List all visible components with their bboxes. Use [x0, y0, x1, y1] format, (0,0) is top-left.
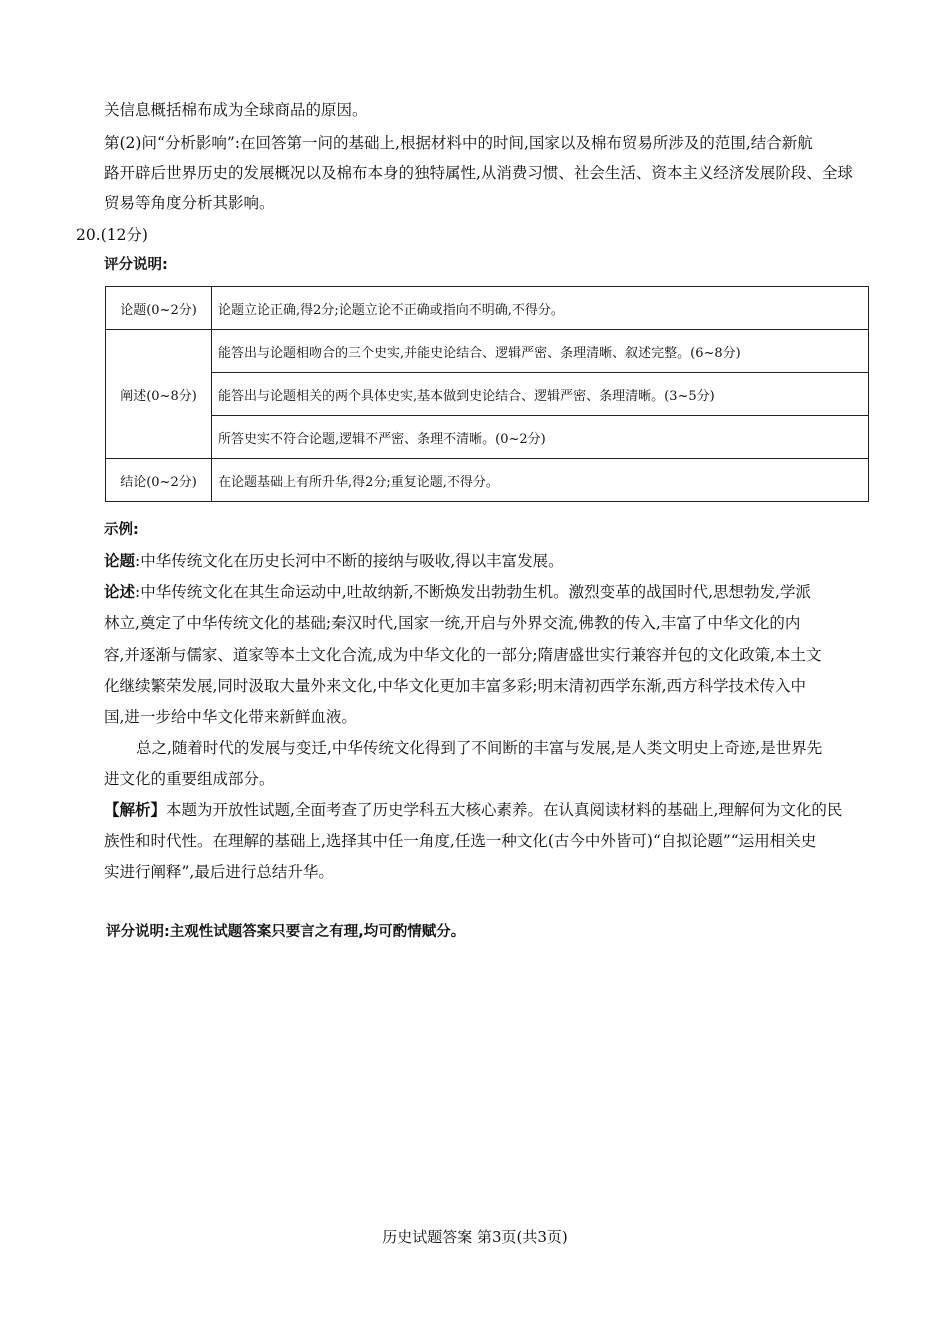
page-footer: 历史试题答案 第3页(共3页) — [382, 1228, 568, 1246]
final-grading-note: 评分说明:主观性试题答案只要言之有理,均可酌情赋分。 — [106, 924, 466, 940]
analysis-line-3: 实进行阐释”,最后进行总结升华。 — [104, 863, 334, 881]
thesis-line — [104, 551, 874, 571]
conclusion-label: 结论(0~2分) — [106, 459, 212, 502]
grading-table — [105, 286, 869, 502]
argument-line-1 — [104, 582, 874, 602]
analysis-tag: 【解析】 — [104, 801, 167, 819]
table-row-argument-3 — [106, 416, 869, 459]
table-row-thesis — [106, 287, 869, 330]
intro-line-4: 贸易等角度分析其影响。 — [104, 194, 275, 212]
example-title: 示例: — [104, 522, 139, 538]
argument-desc-1: 能答出与论题相吻合的三个史实,并能史论结合、逻辑严密、条理清晰、叙述完整。(6~8分) — [212, 330, 869, 373]
analysis-text-1: 本题为开放性试题,全面考查了历史学科五大核心素养。在认真阅读材料的基础上,理解何为文化的民 — [166, 801, 843, 819]
argument-line-2: 林立,奠定了中华传统文化的基础;秦汉时代,国家一统,开启与外界交流,佛教的传入,丰富了中华文化的内 — [104, 614, 801, 632]
argument-line-5: 国,进一步给中华文化带来新鲜血液。 — [104, 708, 357, 726]
thesis-tag: 论题 — [104, 552, 136, 570]
argument-desc-2: 能答出与论题相关的两个具体史实,基本做到史论结合、逻辑严密、条理清晰。(3~5分) — [212, 373, 869, 416]
argument-line-3: 容,并逐渐与儒家、道家等本土文化合流,成为中华文化的一部分;隋唐盛世实行兼容并包的文化政策,本土文 — [104, 646, 822, 664]
argument-tag: 论述 — [104, 583, 136, 601]
argument-label: 阐述(0~8分) — [106, 330, 212, 459]
conclusion-desc: 在论题基础上有所升华,得2分;重复论题,不得分。 — [212, 459, 869, 502]
argument-text-1: :中华传统文化在其生命运动中,吐故纳新,不断焕发出勃勃生机。激烈变革的战国时代,思想勃发,学派 — [135, 583, 811, 601]
table-row-argument-2 — [106, 373, 869, 416]
analysis-line-2: 族性和时代性。在理解的基础上,选择其中任一角度,任选一种文化(古今中外皆可)“自拟论题”“运用相关史 — [104, 832, 817, 850]
thesis-label: 论题(0~2分) — [106, 287, 212, 330]
argument-line-4: 化继续繁荣发展,同时汲取大量外来文化,中华文化更加丰富多彩;明末清初西学东渐,西方科学技术传入中 — [104, 677, 807, 695]
thesis-desc: 论题立论正确,得2分;论题立论不正确或指向不明确,不得分。 — [212, 287, 869, 330]
intro-line-2: 第(2)问“分析影响”:在回答第一问的基础上,根据材料中的时间,国家以及棉布贸易所涉及的范围,结合新航 — [104, 134, 813, 152]
intro-line-3: 路开辟后世界历史的发展概况以及棉布本身的独特属性,从消费习惯、社会生活、资本主义经济发展阶段、全球 — [104, 164, 853, 182]
analysis-line-1 — [104, 800, 874, 820]
argument-desc-3: 所答史实不符合论题,逻辑不严密、条理不清晰。(0~2分) — [212, 416, 869, 459]
table-row-argument-1 — [106, 330, 869, 373]
summary-line-2: 进文化的重要组成部分。 — [104, 770, 275, 788]
grading-title: 评分说明: — [104, 257, 168, 273]
summary-line-1: 总之,随着时代的发展与变迁,中华传统文化得到了不间断的丰富与发展,是人类文明史上奇迹,是世界先 — [136, 739, 823, 757]
thesis-text: :中华传统文化在历史长河中不断的接纳与吸收,得以丰富发展。 — [135, 552, 564, 570]
intro-line-1: 关信息概括棉布成为全球商品的原因。 — [104, 101, 368, 119]
table-row-conclusion — [106, 459, 869, 502]
question-20-header: 20.(12分) — [76, 226, 148, 244]
